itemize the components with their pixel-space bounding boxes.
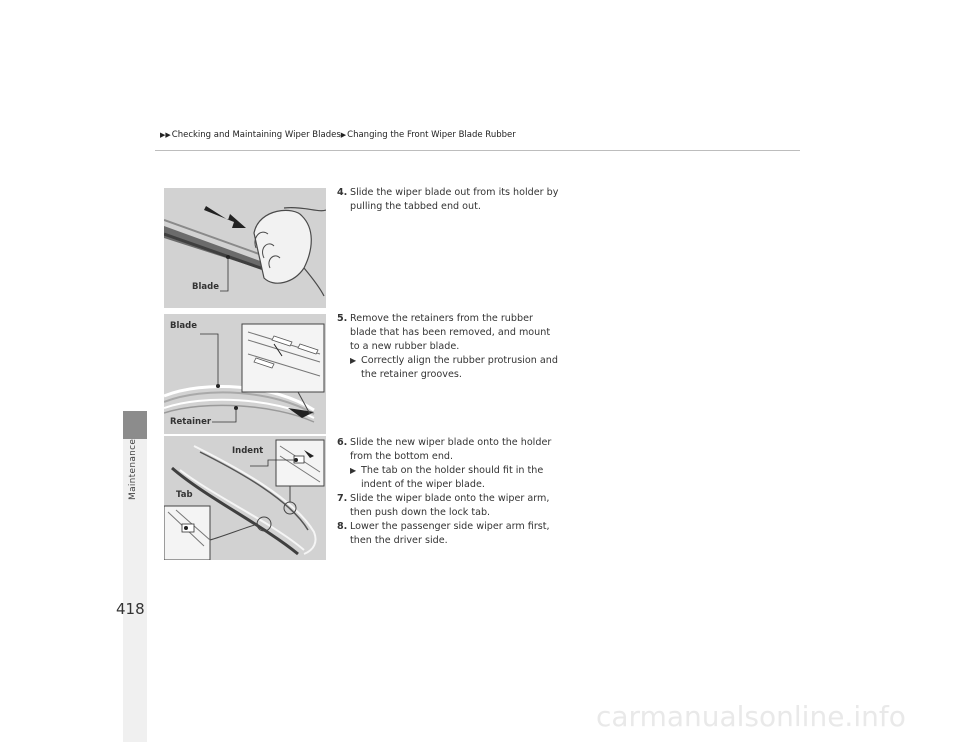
triangle-right-icon: ▶: [350, 356, 357, 365]
step-number: 6.: [337, 437, 348, 448]
step-item: [337, 520, 562, 548]
breadcrumb-item[interactable]: Changing the Front Wiper Blade Rubber: [347, 130, 516, 140]
watermark: carmanualsonline.info: [596, 700, 906, 733]
triangle-right-icon: ▶: [340, 131, 347, 139]
blade-removal-illustration: [164, 188, 326, 308]
section-label: Maintenance: [128, 438, 138, 500]
step-note: [337, 464, 562, 492]
step-text: Lower the passenger side wiper arm first, then the driver side.: [350, 521, 550, 546]
figure-blade-installation: [164, 436, 326, 560]
callout-indent: Indent: [232, 446, 264, 456]
step-text: Slide the new wiper blade onto the holder from the bottom end.: [350, 437, 552, 462]
section-tab: [123, 411, 147, 439]
step-number: 4.: [337, 187, 348, 198]
step-4-block: [337, 186, 562, 214]
step-item: [337, 186, 562, 214]
step-note: [337, 354, 562, 382]
step-number: 5.: [337, 313, 348, 324]
figure-blade-removal: [164, 188, 326, 308]
triangle-right-icon: ▶▶: [160, 131, 171, 139]
callout-retainer: Retainer: [170, 417, 212, 427]
step-item: [337, 492, 562, 520]
step-text: Slide the wiper blade onto the wiper arm, then push down the lock tab.: [350, 493, 550, 518]
step-number: 7.: [337, 493, 348, 504]
breadcrumb-item[interactable]: Checking and Maintaining Wiper Blades: [171, 130, 341, 140]
step-item: [337, 312, 562, 354]
callout-tab: Tab: [176, 490, 193, 500]
step-item: [337, 436, 562, 464]
header-divider: [155, 150, 800, 151]
retainer-illustration: [164, 314, 326, 434]
step-number: 8.: [337, 521, 348, 532]
step-text: Remove the retainers from the rubber blade that has been removed, and mount to a new rubber blade.: [350, 313, 551, 352]
callout-blade: Blade: [170, 321, 197, 331]
callout-blade: Blade: [192, 282, 219, 292]
step-6-8-block: [337, 436, 562, 548]
page-number: 418: [116, 600, 145, 618]
step-text: Slide the wiper blade out from its holder by pulling the tabbed end out.: [350, 187, 559, 212]
figure-retainer-mounting: [164, 314, 326, 434]
triangle-right-icon: ▶: [350, 466, 357, 475]
step-5-block: [337, 312, 562, 382]
note-text: Correctly align the rubber protrusion and the retainer grooves.: [361, 355, 558, 380]
note-text: The tab on the holder should fit in the indent of the wiper blade.: [361, 465, 544, 490]
breadcrumb: [160, 130, 516, 140]
